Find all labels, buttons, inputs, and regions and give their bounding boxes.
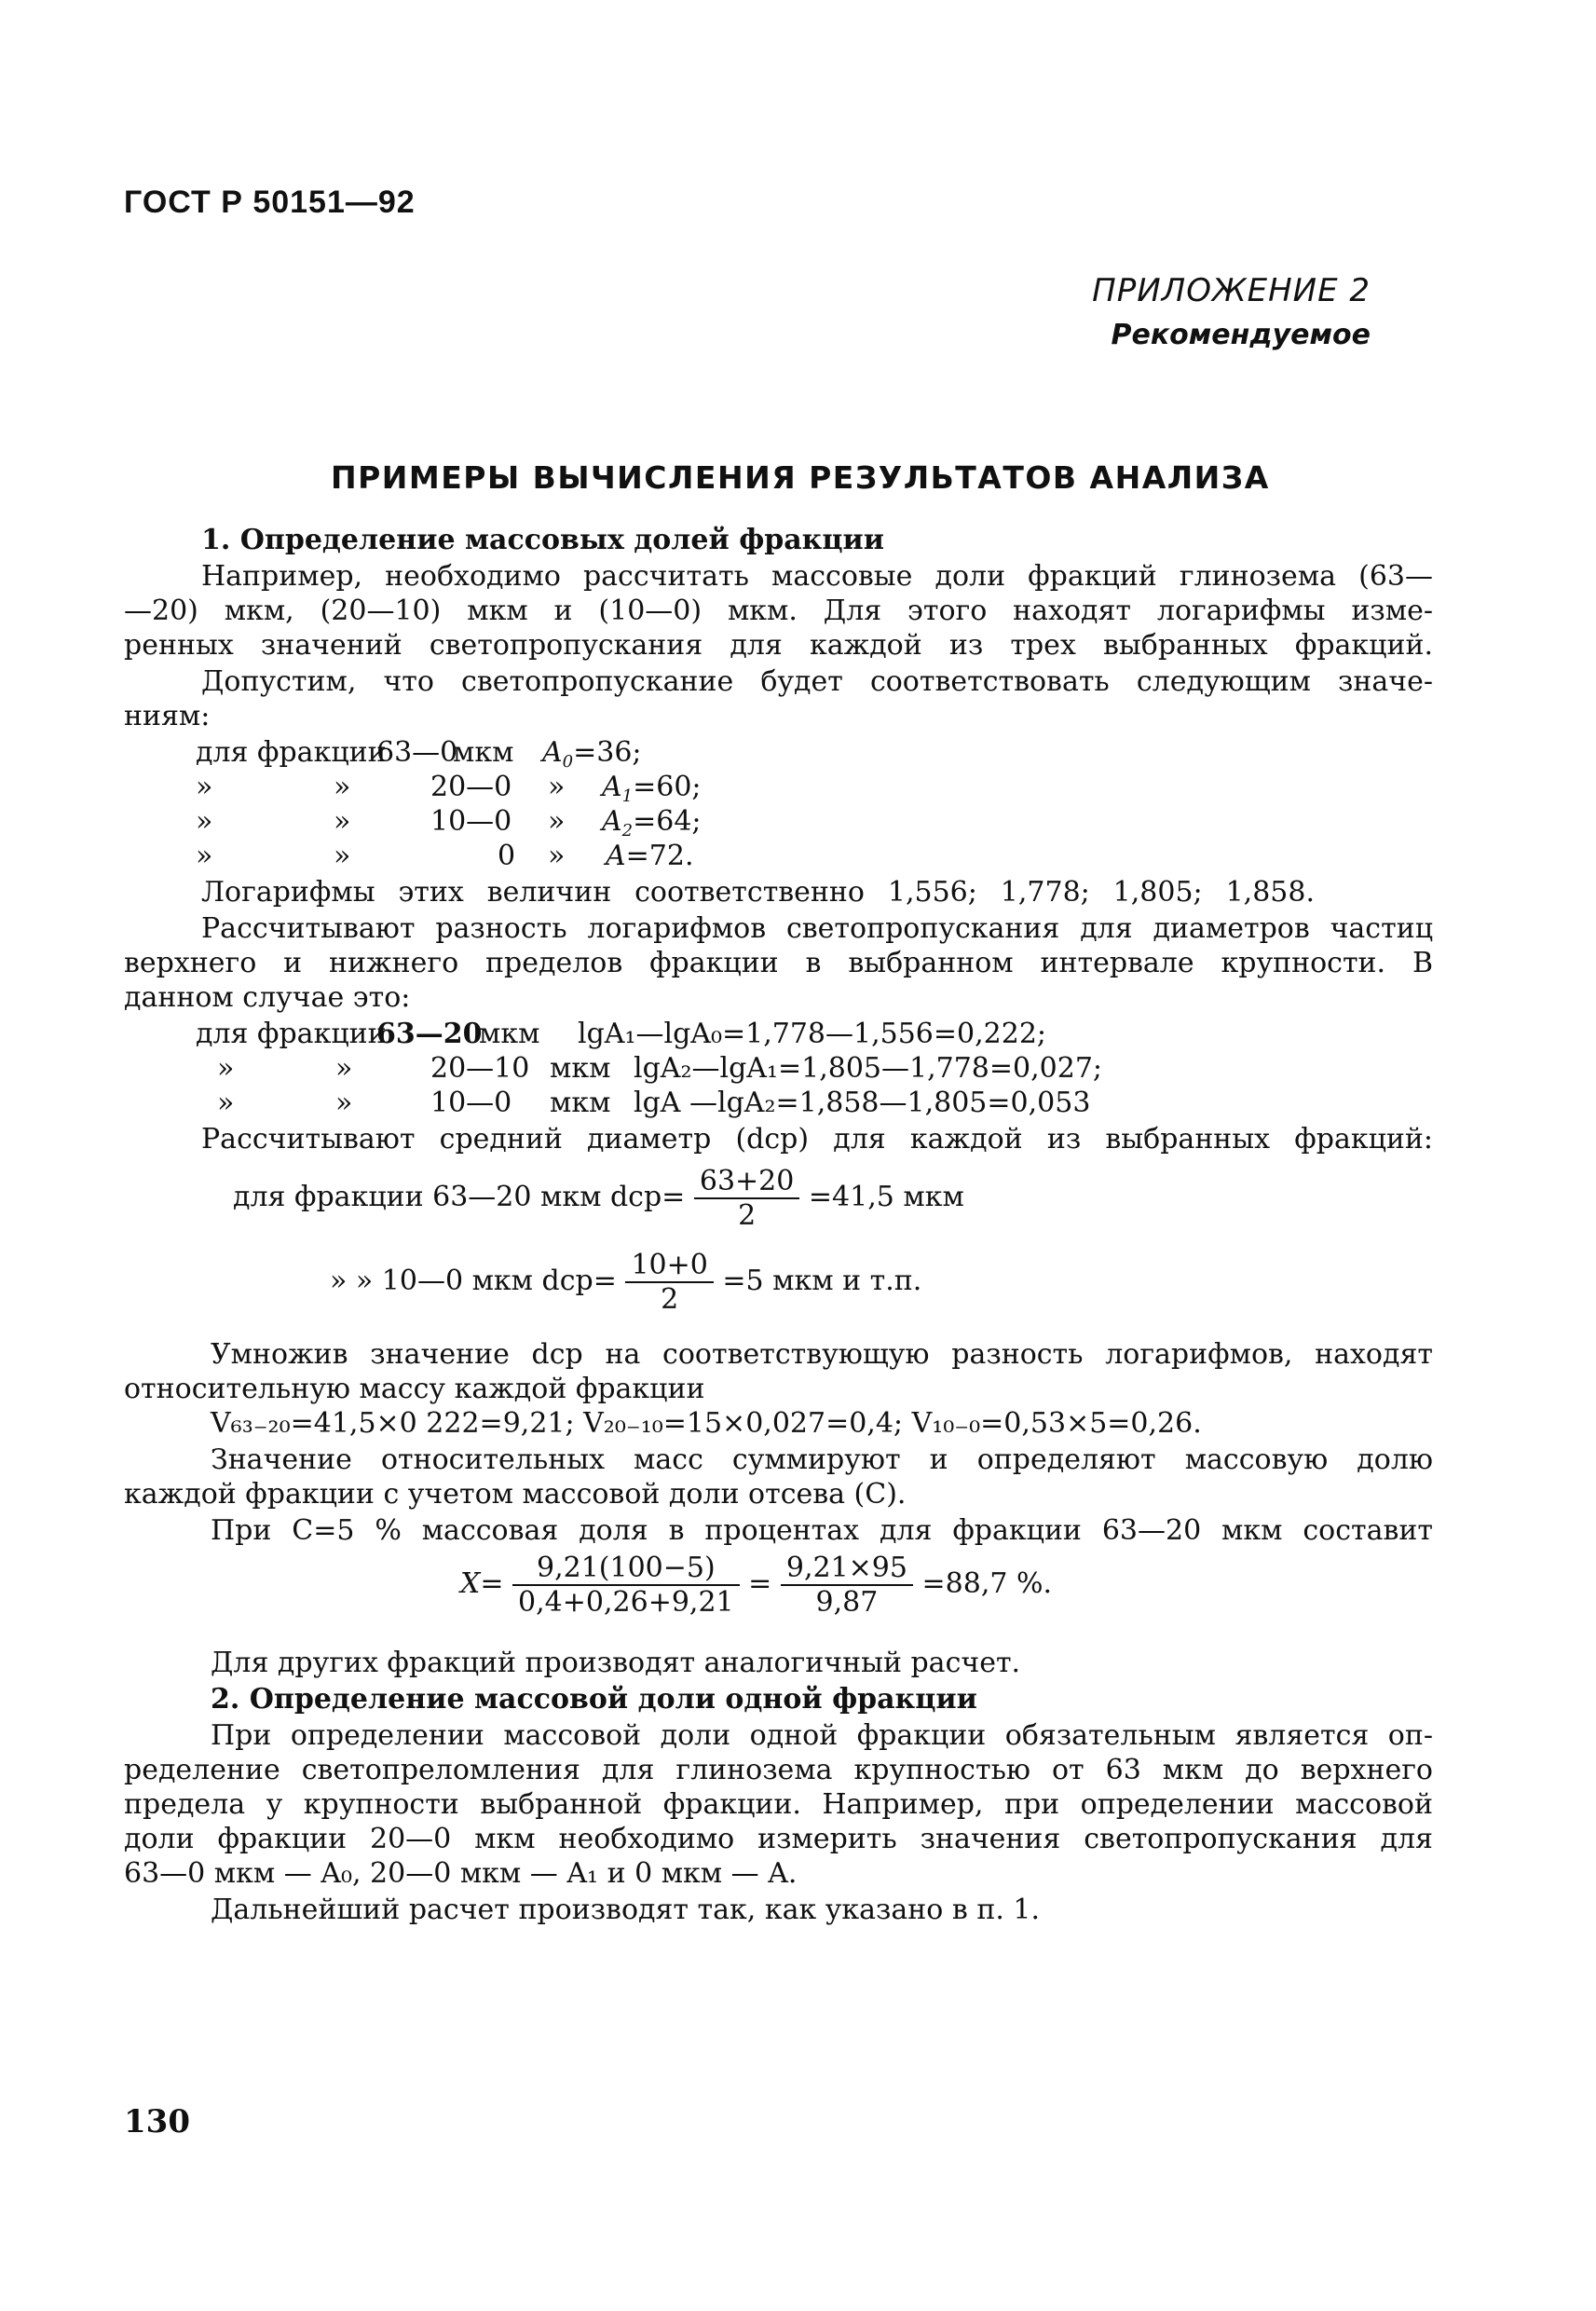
fraction-range: 20—10 <box>430 1052 530 1085</box>
value-expr: A=72. <box>606 840 694 872</box>
paragraph-line: Рассчитывают средний диаметр (dср) для каждой из выбранных фракций: <box>201 1123 1433 1156</box>
value-expr: $A_1=60$; <box>602 771 702 806</box>
diff-unit: мкм <box>479 1018 540 1050</box>
value-row: для фракции <box>196 736 387 769</box>
value-row: » <box>196 771 213 803</box>
diff-row: » <box>217 1052 235 1085</box>
diff-unit: мкм <box>550 1052 611 1085</box>
fraction: $\frac{10+0}{2}$ <box>625 1249 713 1316</box>
diff-row: для фракции <box>196 1018 387 1050</box>
fraction-range: 63—0 <box>376 736 458 769</box>
page-number: 130 <box>124 2103 190 2140</box>
paragraph-line: доли фракции 20—0 мкм необходимо измерить значения светопропускания для <box>124 1823 1433 1855</box>
diff-unit: мкм <box>550 1087 611 1119</box>
page-title: ПРИМЕРЫ ВЫЧИСЛЕНИЯ РЕЗУЛЬТАТОВ АНАЛИЗА <box>331 459 1270 496</box>
paragraph-line: Допустим, что светопропускание будет соответствовать следующим значе- <box>201 665 1433 698</box>
paragraph-line: относительную массу каждой фракции <box>124 1373 705 1405</box>
value-row: » <box>196 805 213 838</box>
value-ditto: » <box>334 771 351 803</box>
paragraph-line: Логарифмы этих величин соответственно 1,556; 1,778; 1,805; 1,858. <box>201 876 1315 909</box>
paragraph-line: ренных значений светопропускания для каждой из трех выбранных фракций. <box>124 629 1433 662</box>
appendix-label: ПРИЛОЖЕНИЕ 2 <box>1092 272 1371 309</box>
value-ditto: » <box>334 840 351 872</box>
diff-row: » <box>217 1087 235 1119</box>
formula-x: X= $\frac{9,21(100-5)}{0,4+0,26+9,21}$ = $\frac{9,21\times 95}{9,87}$ =88,7 %. <box>460 1552 1053 1619</box>
paragraph-line: ределение светопреломления для глинозема крупностью от 63 мкм до верхнего <box>124 1754 1433 1786</box>
masses-line: V₆₃₋₂₀=41,5×0 222=9,21; V₂₀₋₁₀=15×0,027=0,4; V₁₀₋₀=0,53×5=0,26. <box>211 1407 1202 1440</box>
paragraph-line: 63—0 мкм — A₀, 20—0 мкм — A₁ и 0 мкм — A. <box>124 1857 798 1890</box>
section-1-heading: 1. Определение массовых долей фракции <box>201 524 885 556</box>
section-2-heading: 2. Определение массовой доли одной фракции <box>211 1683 977 1716</box>
paragraph-line: Дальнейший расчет производят так, как указано в п. 1. <box>211 1894 1041 1926</box>
value-unit: мкм <box>453 736 514 769</box>
paragraph-line: ниям: <box>124 700 211 732</box>
formula-dcp-2: » » 10—0 мкм dср= $\frac{10+0}{2}$ =5 мкм и т.п. <box>330 1249 922 1316</box>
fraction: $\frac{9,21(100-5)}{0,4+0,26+9,21}$ <box>512 1552 740 1619</box>
fraction: $\frac{63+20}{2}$ <box>694 1165 799 1232</box>
paragraph-line: Умножив значение dср на соответствующую разность логарифмов, находят <box>211 1338 1433 1371</box>
diff-expr: lgA₁—lgA₀=1,778—1,556=0,222; <box>578 1018 1047 1050</box>
paragraph-line: предела у крупности выбранной фракции. Например, при определении массовой <box>124 1788 1433 1821</box>
paragraph-line: Значение относительных масс суммируют и определяют массовую долю <box>211 1443 1433 1476</box>
value-ditto: » <box>334 805 351 838</box>
value-unit: » <box>548 840 566 872</box>
value-expr: $A_0=36$; <box>542 736 642 772</box>
document-code: ГОСТ Р 50151—92 <box>124 185 416 220</box>
paragraph-line: верхнего и нижнего пределов фракции в выбранном интервале крупности. В <box>124 947 1433 979</box>
value-expr: $A_2=64$; <box>602 805 702 841</box>
paragraph-line: данном случае это: <box>124 981 411 1014</box>
fraction-range: 63—20 <box>376 1018 483 1050</box>
diff-ditto: » <box>335 1087 353 1119</box>
value-row: » <box>196 840 213 872</box>
fraction-range: 10—0 <box>430 805 512 838</box>
fraction: $\frac{9,21\times 95}{9,87}$ <box>781 1552 913 1619</box>
diff-expr: lgA —lgA₂=1,858—1,805=0,053 <box>634 1087 1091 1119</box>
appendix-status: Рекомендуемое <box>1111 319 1371 351</box>
fraction-range: 20—0 <box>430 771 512 803</box>
formula-dcp-1: для фракции 63—20 мкм dср= $\frac{63+20}{2}$ =41,5 мкм <box>233 1165 964 1232</box>
paragraph-line: При C=5 % массовая доля в процентах для фракции 63—20 мкм составит <box>211 1514 1433 1547</box>
paragraph-line: Например, необходимо рассчитать массовые доли фракций глинозема (63— <box>201 560 1433 593</box>
diff-ditto: » <box>335 1052 353 1085</box>
diff-expr: lgA₂—lgA₁=1,805—1,778=0,027; <box>634 1052 1103 1085</box>
fraction-range: 0 <box>498 840 516 872</box>
paragraph-line: При определении массовой доли одной фракции обязательным является оп- <box>211 1719 1433 1752</box>
paragraph-line: Для других фракций производят аналогичный расчет. <box>211 1647 1021 1679</box>
value-unit: » <box>548 805 566 838</box>
paragraph-line: каждой фракции с учетом массовой доли отсева (C). <box>124 1478 907 1511</box>
fraction-range: 10—0 <box>430 1087 512 1119</box>
paragraph-line: —20) мкм, (20—10) мкм и (10—0) мкм. Для этого находят логарифмы изме- <box>124 595 1433 627</box>
value-unit: » <box>548 771 566 803</box>
paragraph-line: Рассчитывают разность логарифмов светопропускания для диаметров частиц <box>201 912 1433 945</box>
